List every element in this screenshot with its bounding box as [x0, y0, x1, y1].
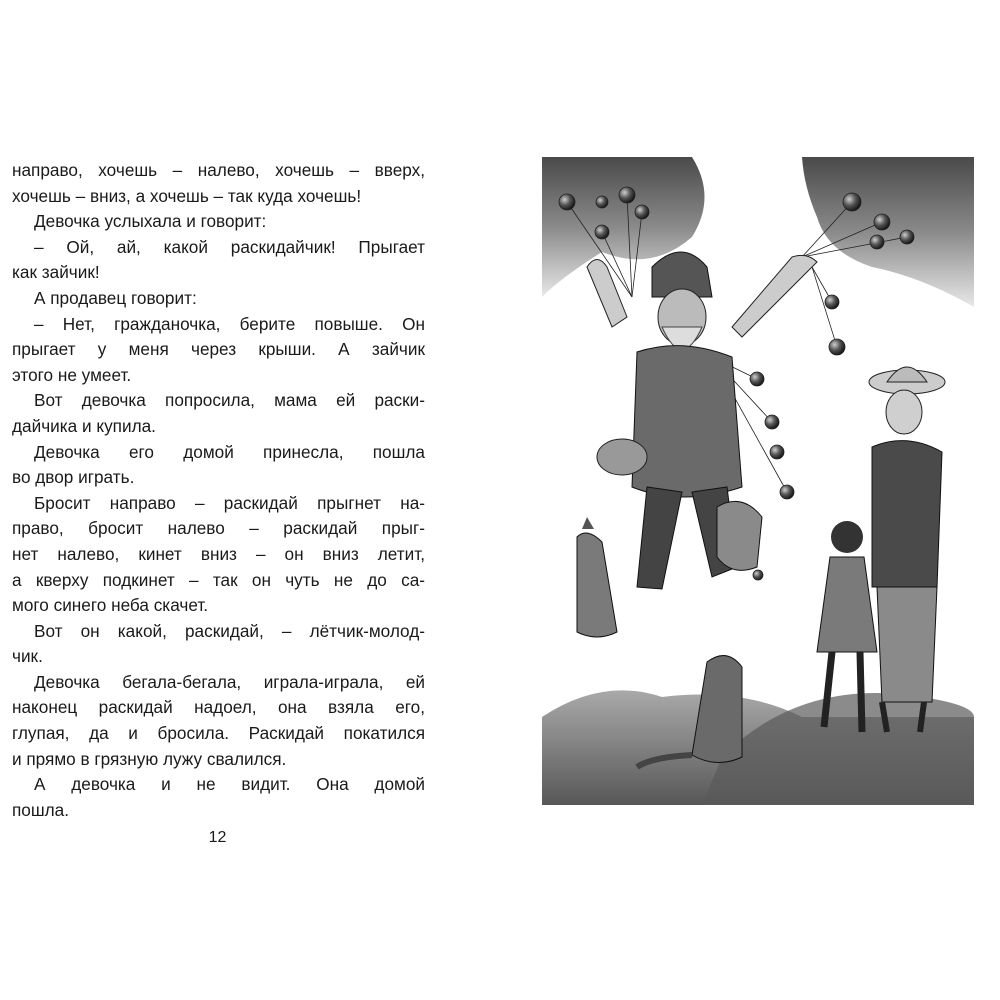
text-line: как зайчик!	[12, 262, 100, 283]
text-line: во двор играть.	[12, 467, 135, 488]
text-line: – Нет, гражданочка, берите повыше. Он	[34, 313, 425, 334]
text-line: – Ой, ай, какой раскидайчик! Прыгает	[34, 236, 425, 257]
text-line: право, бросит налево – раскидай прыг-	[12, 518, 425, 539]
text-line: мого синего неба скачет.	[12, 595, 209, 616]
text-line: чик.	[12, 646, 43, 667]
text-line: и прямо в грязную лужу свалился.	[12, 748, 287, 769]
mother-figure	[869, 367, 945, 732]
cat-left	[577, 517, 617, 637]
text-line: Бросит направо – раскидай прыгнет на-	[34, 492, 425, 513]
text-line: А продавец говорит:	[34, 287, 197, 308]
text-line: этого не умеет.	[12, 364, 132, 385]
text-line: прыгает у меня через крыши. А зайчик	[12, 339, 425, 360]
text-line: глупая, да и бросила. Раскидай покатился	[12, 723, 425, 744]
text-line: направо, хочешь – налево, хочешь – вверх,	[12, 160, 425, 180]
text-line: Вот девочка попросила, мама ей раски-	[34, 390, 425, 411]
text-line: нет налево, кинет вниз – он вниз летит,	[12, 543, 425, 564]
text-line: пошла.	[12, 799, 70, 820]
story-text-column	[12, 158, 425, 823]
text-line: а кверху подкинет – так он чуть не до са-	[12, 569, 425, 590]
text-line: А девочка и не видит. Она домой	[34, 774, 425, 795]
text-line: Девочка бегала-бегала, играла-играла, ей	[34, 671, 425, 692]
ground	[542, 690, 974, 805]
text-line: Девочка услыхала и говорит:	[34, 211, 267, 232]
text-line: дайчика и купила.	[12, 415, 156, 436]
text-line: Вот он какой, раскидай, – лётчик-молод-	[34, 620, 425, 641]
page-number: 12	[208, 829, 227, 846]
text-line: хочешь – вниз, а хочешь – так куда хочешь!	[12, 185, 362, 206]
text-line: наконец раскидай надоел, она взяла его,	[12, 697, 425, 718]
cat-middle	[717, 501, 762, 570]
seller-figure	[587, 252, 817, 589]
text-line: Девочка его домой принесла, пошла	[34, 441, 425, 462]
story-illustration	[542, 157, 974, 805]
